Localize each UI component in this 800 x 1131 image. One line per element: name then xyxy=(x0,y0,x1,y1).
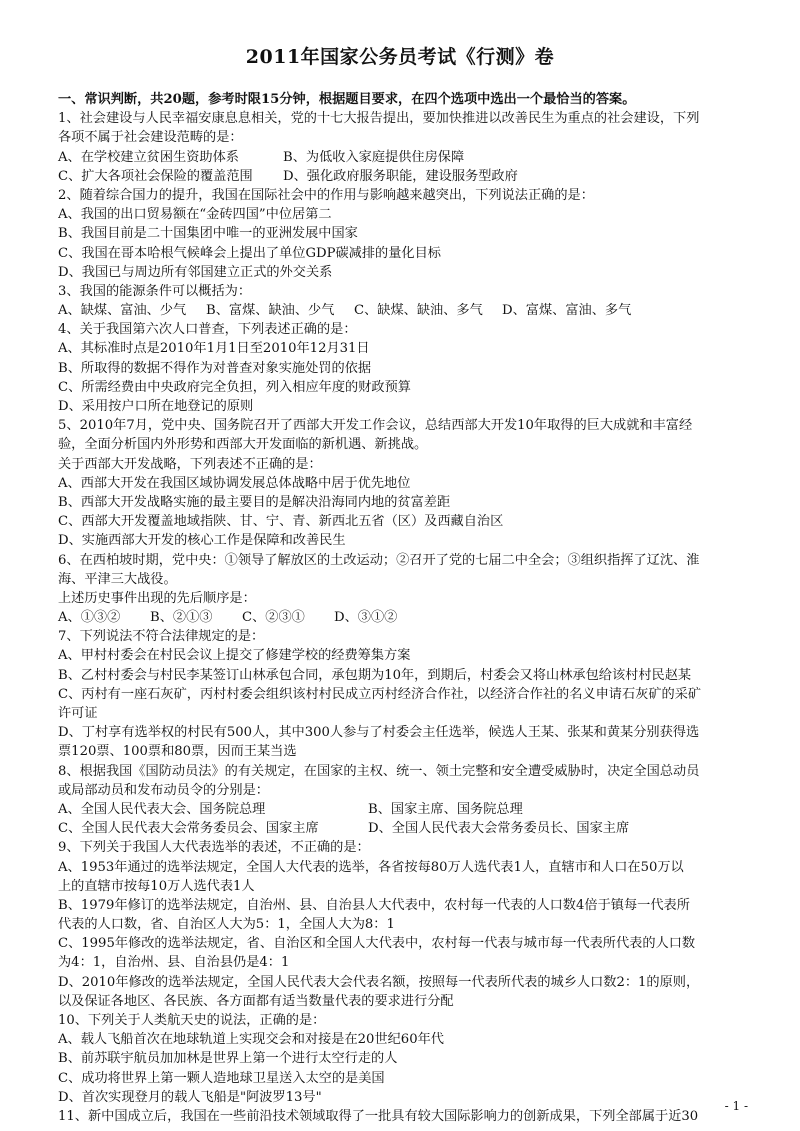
question-9-option-b-cont: 代表的人口数，省、自治区人大为5：1，全国人大为8：1 xyxy=(58,917,395,933)
question-7-option-c-cont: 许可证 xyxy=(58,706,98,721)
question-8-option-b: B、国家主席、国务院总理 xyxy=(368,801,523,817)
question-9-option-d: D、2010年修改的选举法规定，全国人民代表大会代表名额，按照每一代表所代表的城乡人口数2：1的原则， xyxy=(58,974,700,990)
question-8-option-c: C、全国人民代表大会常务委员会、国家主席 xyxy=(58,821,319,837)
question-7-stem: 7、下列说法不符合法律规定的是： xyxy=(58,629,265,645)
question-8-stem: 8、根据我国《国防动员法》的有关规定，在国家的主权、统一、领土完整和安全遭受威胁时，决定全国总动员 xyxy=(58,763,700,779)
question-4-option-a: A、其标准时点是2010年1月1日至2010年12月31日 xyxy=(58,341,370,357)
question-10-option-a: A、载人飞船首次在地球轨道上实现交会和对接是在20世纪60年代 xyxy=(58,1032,444,1048)
question-3-option-b: B、富煤、缺油、少气 xyxy=(206,303,335,319)
question-1-option-a: A、在学校建立贫困生资助体系 xyxy=(58,149,239,165)
question-10-stem: 10、下列关于人类航天史的说法，正确的是： xyxy=(58,1013,326,1028)
question-6-option-c: C、②③① xyxy=(242,610,305,626)
question-9-option-a: A、1953年通过的选举法规定，全国人大代表的选举，各省按每80万人选代表1人，直辖市和人口在50万以 xyxy=(58,859,684,875)
question-8-option-a: A、全国人民代表大会、国务院总理 xyxy=(58,801,266,817)
document-body xyxy=(58,90,748,1126)
question-9-option-d-cont: 以及保证各地区、各民族、各方面都有适当数量代表的要求进行分配 xyxy=(58,993,454,1009)
page-title: 2011年国家公务员考试《行测》卷 xyxy=(245,46,555,68)
question-4-option-b: B、所取得的数据不得作为对普查对象实施处罚的依据 xyxy=(58,360,372,376)
question-3-option-a: A、缺煤、富油、少气 xyxy=(58,303,187,319)
question-1-stem: 1、社会建设与人民幸福安康息息相关，党的十七大报告提出，要加快推进以改善民生为重点的社会建设，下列 xyxy=(58,111,700,127)
question-10-option-c: C、成功将世界上第一颗人造地球卫星送入太空的是美国 xyxy=(58,1070,385,1086)
question-5-prompt: 关于西部大开发战略，下列表述不正确的是： xyxy=(58,456,322,472)
question-5-option-d: D、实施西部大开发的核心工作是保障和改善民生 xyxy=(58,533,346,549)
section-heading: 一、常识判断，共20题，参考时限15分钟，根据题目要求，在四个选项中选出一个最恰当的答案。 xyxy=(58,92,636,107)
question-3-options xyxy=(58,301,748,320)
question-5-stem-cont: 验，全面分析国内外形势和西部大开发面临的新机遇、新挑战。 xyxy=(58,437,428,453)
question-2-option-c: C、我国在哥本哈根气候峰会上提出了单位GDP碳减排的量化目标 xyxy=(58,245,441,261)
question-7-option-a: A、甲村村委会在村民会议上提交了修建学校的经费筹集方案 xyxy=(58,648,411,664)
question-1-option-d: D、强化政府服务职能，建设服务型政府 xyxy=(283,168,518,184)
question-6-prompt: 上述历史事件出现的先后顺序是： xyxy=(58,590,256,606)
question-7-option-c: C、丙村有一座石灰矿，丙村村委会组织该村村民成立丙村经济合作社，以经济合作社的名义申请石灰矿的采矿 xyxy=(58,686,702,702)
question-4-option-d: D、采用按户口所在地登记的原则 xyxy=(58,399,254,414)
question-2-option-d: D、我国已与周边所有邻国建立正式的外交关系 xyxy=(58,264,333,280)
question-8-stem-cont: 或局部动员和发布动员令的分别是： xyxy=(58,782,269,798)
question-1-stem-cont: 各项不属于社会建设范畴的是： xyxy=(58,130,243,146)
question-3-stem: 3、我国的能源条件可以概括为： xyxy=(58,283,252,299)
question-1-option-b: B、为低收入家庭提供住房保障 xyxy=(283,149,465,165)
question-5-option-a: A、西部大开发在我国区域协调发展总体战略中居于优先地位 xyxy=(58,475,411,491)
question-8-options-row1 xyxy=(58,800,748,819)
question-3-option-c: C、缺煤、缺油、多气 xyxy=(354,303,483,319)
question-6-option-d: D、③①② xyxy=(334,610,398,626)
question-6-stem: 6、在西柏坡时期，党中央：①领导了解放区的土改运动；②召开了党的七届二中全会；③组织指挥了辽沈、淮 xyxy=(58,552,700,568)
page-number: - 1 - xyxy=(724,1099,748,1113)
question-11-stem: 11、新中国成立后，我国在一些前沿技术领域取得了一批具有较大国际影响力的创新成果，下列全部属于近30 xyxy=(58,1108,699,1124)
question-6-option-a: A、①③② xyxy=(58,610,121,626)
question-1-options-row1 xyxy=(58,148,748,167)
question-2-stem: 2、随着综合国力的提升，我国在国际社会中的作用与影响越来越突出，下列说法正确的是： xyxy=(58,187,594,203)
question-6-stem-cont: 海、平津三大战役。 xyxy=(58,571,177,587)
question-2-option-b: B、我国目前是二十国集团中唯一的亚洲发展中国家 xyxy=(58,226,358,242)
question-9-stem: 9、下列关于我国人大代表选举的表述，不正确的是： xyxy=(58,840,370,856)
question-9-option-b: B、1979年修订的选举法规定，自治州、县、自治县人大代表中，农村每一代表的人口数4倍于镇每一代表所 xyxy=(58,897,690,913)
question-1-options-row2 xyxy=(58,167,748,186)
question-9-option-c: C、1995年修改的选举法规定，省、自治区和全国人大代表中，农村每一代表与城市每一代表所代表的人口数 xyxy=(58,936,696,952)
question-3-option-d: D、富煤、富油、多气 xyxy=(502,303,632,319)
question-6-option-b: B、②①③ xyxy=(150,610,213,626)
question-7-option-d-cont: 票120票、100票和80票，因而王某当选 xyxy=(58,744,297,760)
question-9-option-a-cont: 上的直辖市按每10万人选代表1人 xyxy=(58,878,255,894)
question-6-options xyxy=(58,608,748,627)
question-7-option-b: B、乙村村委会与村民李某签订山林承包合同，承包期为10年，到期后，村委会又将山林承包给该村村民赵某 xyxy=(58,667,692,683)
question-2-option-a: A、我国的出口贸易额在“金砖四国”中位居第二 xyxy=(58,207,332,223)
question-5-stem: 5、2010年7月，党中央、国务院召开了西部大开发工作会议，总结西部大开发10年取得的巨大成就和丰富经 xyxy=(58,418,693,434)
question-4-option-c: C、所需经费由中央政府完全负担，列入相应年度的财政预算 xyxy=(58,379,411,395)
question-8-options-row2 xyxy=(58,819,748,838)
question-5-option-c: C、西部大开发覆盖地域指陕、甘、宁、青、新西北五省（区）及西藏自治区 xyxy=(58,514,504,530)
question-1-option-c: C、扩大各项社会保险的覆盖范围 xyxy=(58,168,253,184)
question-7-option-d: D、丁村享有选举权的村民有500人，其中300人参与了村委会主任选举，候选人王某、张某和黄某分别获得选 xyxy=(58,725,700,741)
question-4-stem: 4、关于我国第六次人口普查，下列表述正确的是： xyxy=(58,322,357,338)
question-8-option-d: D、全国人民代表大会常务委员长、国家主席 xyxy=(368,821,630,837)
question-10-option-b: B、前苏联宇航员加加林是世界上第一个进行太空行走的人 xyxy=(58,1051,398,1067)
question-10-option-d: D、首次实现登月的载人飞船是"阿波罗13号" xyxy=(58,1089,322,1105)
question-5-option-b: B、西部大开发战略实施的最主要目的是解决沿海同内地的贫富差距 xyxy=(58,494,451,510)
question-9-option-c-cont: 为4：1，自治州、县、自治县仍是4：1 xyxy=(58,955,290,971)
